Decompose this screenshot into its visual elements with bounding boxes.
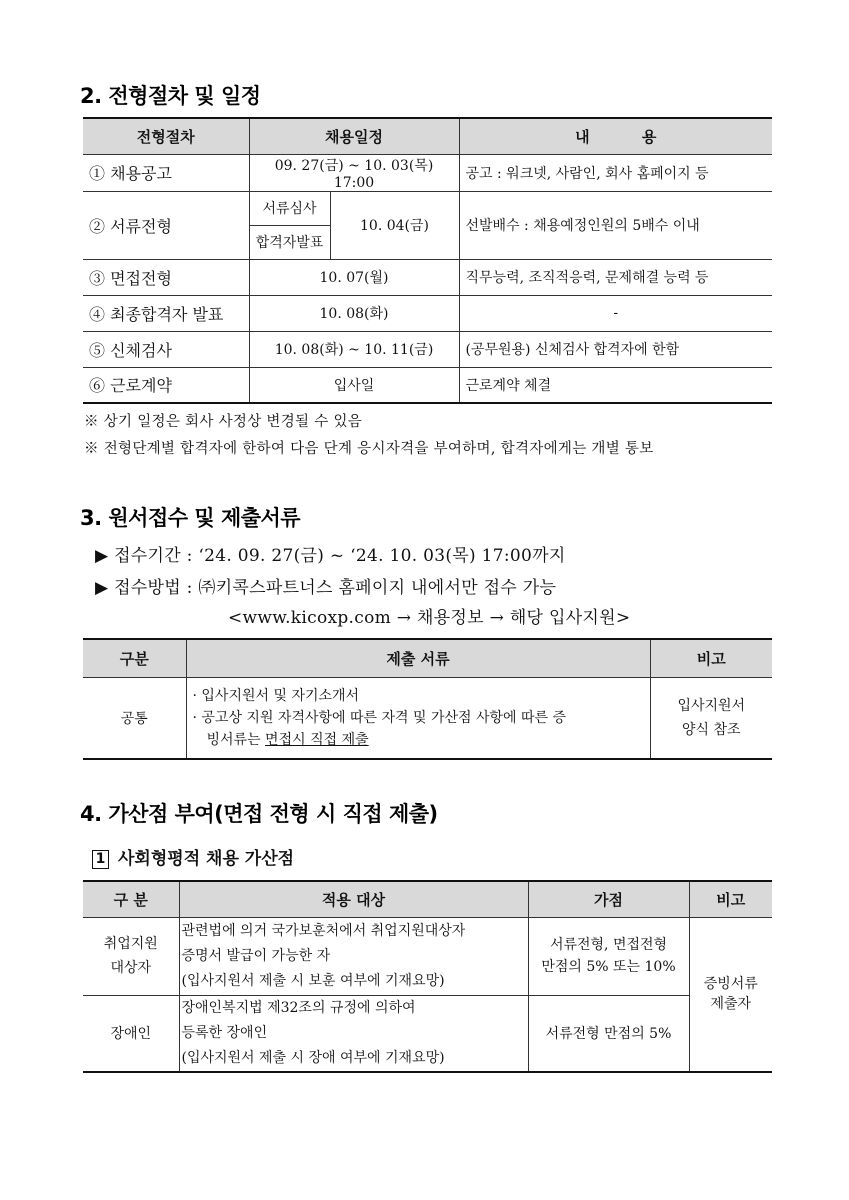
sub-step-cell: 합격자발표 bbox=[249, 225, 330, 259]
remark-line: 양식 참조 bbox=[681, 721, 741, 738]
category-cell bbox=[83, 917, 179, 995]
document-item-prefix: 빙서류는 bbox=[206, 731, 266, 748]
documents-header-items: 제출 서류 bbox=[186, 639, 650, 677]
target-line: 증명서 발급이 가능한 자 bbox=[181, 947, 331, 964]
content-cell: 선발배수 : 채용예정인원의 5배수 이내 bbox=[459, 191, 772, 259]
section2-title: 2. 전형절차 및 일정 bbox=[80, 84, 261, 108]
points-cell bbox=[528, 917, 689, 995]
step-cell: ① 채용공고 bbox=[83, 154, 249, 191]
bonus-table bbox=[83, 880, 772, 1073]
schedule-cell: 10. 08(화) ~ 10. 11(금) bbox=[249, 331, 459, 367]
remark-line: 제출자 bbox=[710, 996, 752, 1012]
bonus-header-target: 적용 대상 bbox=[179, 881, 528, 917]
category-line: 취업지원 bbox=[103, 936, 158, 952]
schedule-cell: 10. 08(화) bbox=[249, 295, 459, 331]
documents-header-remark: 비고 bbox=[650, 639, 772, 677]
points-line: 서류전형, 면접전형 bbox=[549, 937, 668, 953]
subsection-title-text: 사회형평적 채용 가산점 bbox=[118, 849, 295, 869]
bonus-header-category: 구 분 bbox=[83, 881, 179, 917]
schedule-note: ※ 전형단계별 합격자에 한하여 다음 단계 응시자격을 부여하며, 합격자에게는 개별 통보 bbox=[84, 441, 654, 457]
table-row bbox=[83, 154, 772, 191]
content-cell: 근로계약 체결 bbox=[459, 367, 772, 403]
step-cell: ⑥ 근로계약 bbox=[83, 367, 249, 403]
schedule-header-date: 채용일정 bbox=[249, 118, 459, 154]
bonus-header-points: 가점 bbox=[528, 881, 689, 917]
application-method: ▶ 접수방법 : ㈜키콕스파트너스 홈페이지 내에서만 접수 가능 bbox=[95, 578, 557, 598]
content-cell: 공고 : 워크넷, 사람인, 회사 홈페이지 등 bbox=[459, 154, 772, 191]
points-line: 만점의 5% 또는 10% bbox=[541, 959, 676, 975]
step-cell: ③ 면접전형 bbox=[83, 259, 249, 295]
documents-cell bbox=[186, 677, 650, 759]
schedule-table bbox=[83, 117, 772, 404]
points-cell: 서류전형 만점의 5% bbox=[528, 995, 689, 1072]
schedule-note: ※ 상기 일정은 회사 사정상 변경될 수 있음 bbox=[84, 414, 363, 430]
target-line: (입사지원서 제출 시 보훈 여부에 기재요망) bbox=[181, 972, 445, 989]
target-line: 관련법에 의거 국가보훈처에서 취업지원대상자 bbox=[181, 922, 466, 939]
schedule-cell: 입사일 bbox=[249, 367, 459, 403]
remark-cell bbox=[689, 917, 772, 1072]
documents-header-category: 구분 bbox=[83, 639, 186, 677]
application-url: <www.kicoxp.com → 채용정보 → 해당 입사지원> bbox=[228, 608, 631, 628]
schedule-cell: 09. 27(금) ~ 10. 03(목) 17:00 bbox=[249, 154, 459, 191]
category-line: 대상자 bbox=[110, 960, 152, 976]
application-period: ▶ 접수기간 : ‘24. 09. 27(금) ~ ‘24. 10. 03(목) 17:00까지 bbox=[95, 546, 566, 566]
schedule-cell: 10. 07(월) bbox=[249, 259, 459, 295]
table-row bbox=[83, 677, 772, 759]
table-row bbox=[83, 191, 772, 225]
step-cell: ④ 최종합격자 발표 bbox=[83, 295, 249, 331]
target-line: 장애인복지법 제32조의 규정에 의하여 bbox=[181, 999, 416, 1016]
document-item: · 공고상 지원 자격사항에 따른 자격 및 가산점 사항에 따른 증 bbox=[192, 709, 567, 726]
remark-line: 증빙서류 bbox=[703, 976, 758, 992]
target-cell bbox=[179, 995, 528, 1072]
table-row bbox=[83, 367, 772, 403]
category-cell: 장애인 bbox=[83, 995, 179, 1072]
section4-title: 4. 가산점 부여(면접 전형 시 직접 제출) bbox=[80, 802, 438, 826]
table-row bbox=[83, 331, 772, 367]
table-row bbox=[83, 995, 772, 1072]
remark-cell bbox=[650, 677, 772, 759]
category-cell: 공통 bbox=[83, 677, 186, 759]
remark-line: 입사지원서 bbox=[677, 697, 746, 714]
step-cell: ② 서류전형 bbox=[83, 191, 249, 259]
schedule-cell: 10. 04(금) bbox=[330, 191, 459, 259]
section3-title: 3. 원서접수 및 제출서류 bbox=[80, 506, 301, 530]
documents-table bbox=[83, 638, 772, 760]
document-item: · 입사지원서 및 자기소개서 bbox=[192, 687, 360, 704]
bonus-header-remark: 비고 bbox=[689, 881, 772, 917]
table-row bbox=[83, 295, 772, 331]
subsection-title bbox=[92, 844, 294, 869]
schedule-header-step: 전형절차 bbox=[83, 118, 249, 154]
content-cell: - bbox=[459, 295, 772, 331]
table-row bbox=[83, 259, 772, 295]
document-item-underline: 면접시 직접 제출 bbox=[265, 731, 369, 748]
table-row bbox=[83, 917, 772, 995]
target-cell bbox=[179, 917, 528, 995]
target-line: 등록한 장애인 bbox=[181, 1024, 268, 1041]
target-line: (입사지원서 제출 시 장애 여부에 기재요망) bbox=[181, 1049, 445, 1066]
schedule-header-content: 내 용 bbox=[459, 118, 772, 154]
sub-step-cell: 서류심사 bbox=[249, 191, 330, 225]
content-cell: (공무원용) 신체검사 합격자에 한함 bbox=[459, 331, 772, 367]
subsection-number: 1 bbox=[92, 850, 109, 869]
content-cell: 직무능력, 조직적응력, 문제해결 능력 등 bbox=[459, 259, 772, 295]
step-cell: ⑤ 신체검사 bbox=[83, 331, 249, 367]
